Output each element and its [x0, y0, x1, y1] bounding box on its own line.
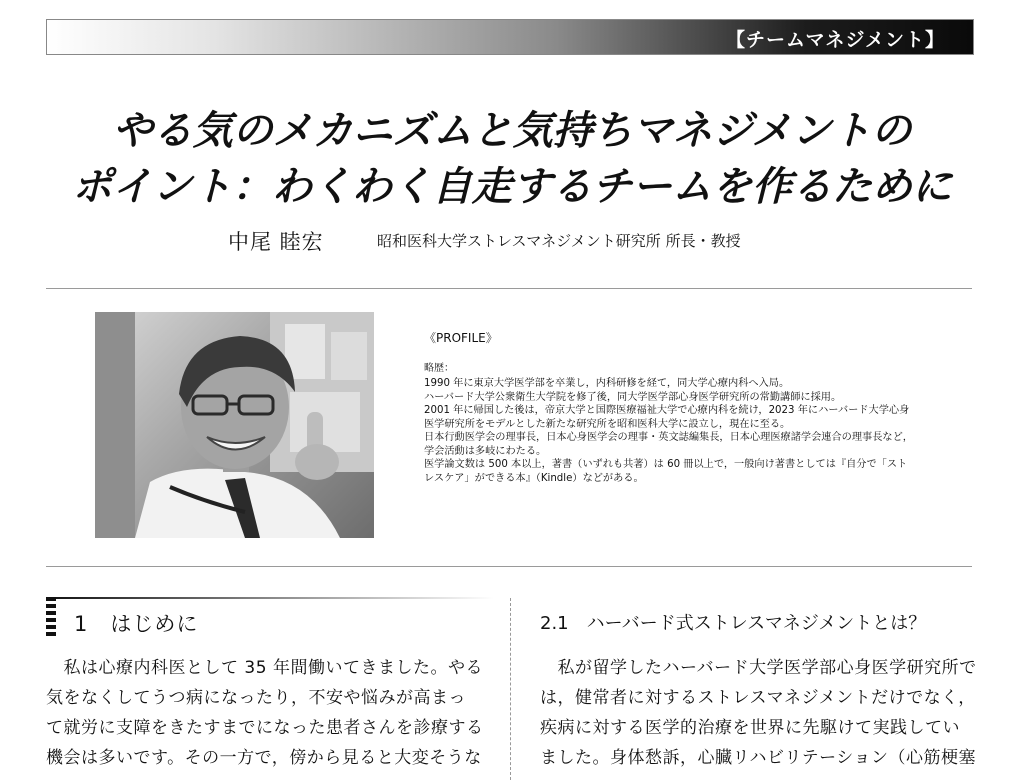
- body-line: 私は心療内科医として 35 年間働いてきました。やる: [46, 658, 483, 678]
- profile-line: 医学研究所をモデルとした新たな研究所を昭和医科大学に設立し，現在に至る。: [424, 418, 791, 430]
- section-2-1-body: [540, 653, 980, 773]
- category-label: 【チームマネジメント】: [725, 29, 945, 51]
- profile-line: 学会活動は多岐にわたる。: [424, 445, 547, 457]
- portrait-illustration: [95, 312, 374, 538]
- section-marker-icon: [46, 597, 56, 643]
- profile-line: レスケア」ができる本』（Kindle）などがある。: [424, 472, 644, 484]
- profile-line: 2001 年に帰国した後は，帝京大学と国際医療福祉大学で心療内科を続け，2023 年にハーバード大学心身: [424, 405, 910, 416]
- profile-biography: [424, 377, 984, 485]
- section-2-1-heading: 2.1 ハーバード式ストレスマネジメントとは？: [540, 613, 927, 634]
- body-line: 私が留学したハーバード大学医学部心身医学研究所で: [540, 658, 977, 678]
- author-photo: [95, 312, 374, 538]
- category-banner: [46, 19, 974, 55]
- body-line: 機会は多いです。その一方で，傍から見ると大変そうな: [46, 748, 482, 768]
- profile-subheading: 略歴：: [424, 363, 454, 374]
- profile-line: 医学論文数は 500 本以上，著書（いずれも共著）は 60 冊以上で，一般向け著書としては『自分で「スト: [424, 459, 908, 470]
- article-title-line-2: ポイント：わくわく自走するチームを作るために: [72, 164, 952, 210]
- divider-bottom: [46, 566, 972, 567]
- body-line: は，健常者に対するストレスマネジメントだけでなく，: [540, 688, 976, 708]
- profile-line: ハーバード大学公衆衛生大学院を修了後，同大学医学部心身医学研究所の常勤講師に採用。: [424, 391, 842, 403]
- profile-heading: 《PROFILE》: [424, 331, 498, 345]
- column-separator: [510, 598, 511, 780]
- divider-top: [46, 288, 972, 289]
- body-line: て就労に支障をきたすまでになった患者さんを診療する: [46, 718, 484, 738]
- author-affiliation: 昭和医科大学ストレスマネジメント研究所 所長・教授: [377, 232, 741, 250]
- body-line: ました。身体愁訴，心臓リハビリテーション（心筋梗塞: [540, 748, 976, 768]
- author-name: 中尾 睦宏: [228, 230, 324, 254]
- section-1-body: [46, 653, 486, 773]
- body-line: 気をなくしてうつ病になったり，不安や悩みが高まっ: [46, 688, 466, 708]
- profile-line: 1990 年に東京大学医学部を卒業し，内科研修を経て，同大学心療内科へ入局。: [424, 378, 790, 389]
- profile-line: 日本行動医学会の理事長，日本心身医学会の理事・英文誌編集長，日本心理医療諸学会連合の理事長など，: [424, 432, 913, 443]
- body-line: 疾病に対する医学的治療を世界に先駆けて実践してい: [540, 718, 960, 738]
- section-1-heading: 1 はじめに: [74, 612, 199, 636]
- article-title-line-1: やる気のメカニズムと気持ちマネジメントの: [112, 108, 912, 154]
- section-heading-rule: [46, 597, 494, 599]
